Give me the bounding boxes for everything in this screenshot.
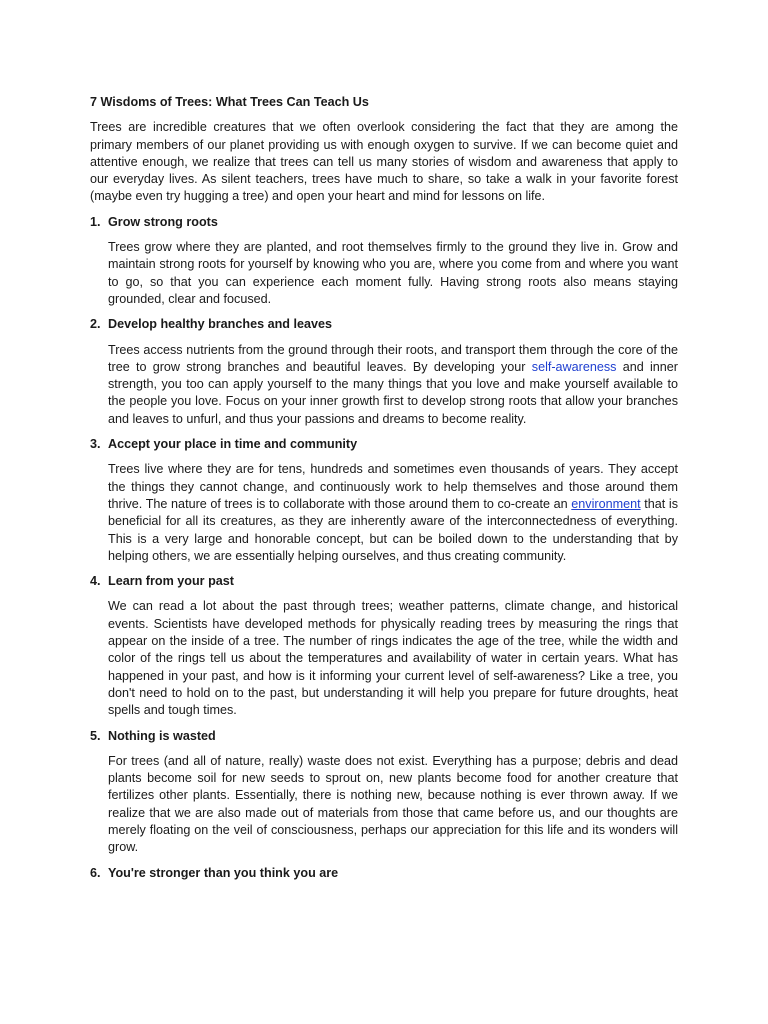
- section-body: We can read a lot about the past through trees; weather patterns, climate change, and historical events. Scientists have developed methods for physically reading trees by measuring the rings that appear on the inside of a tree. The number of rings indicates the age of the tree, while the width and color of the rings tell us about the temperatures and availability of water in certain years. What has happened in your past, and how is it informing your current level of self-awareness? Like a tree, you don't need to hold on to the past, but understanding it will help you prepare for future droughts, heat spells and tough times.: [108, 599, 678, 718]
- section-body: [108, 342, 678, 428]
- section-number: 4.: [90, 574, 101, 589]
- intro-paragraph: Trees are incredible creatures that we often overlook considering the fact that they are among the primary members of our planet providing us with enough oxygen to survive. If we can become quiet and attentive enough, we realize that trees can tell us many stories of wisdom and awareness that apply to our everyday lives. As silent teachers, trees have much to share, so take a walk in your favorite forest (maybe even try hugging a tree) and open your heart and mind for lessons on life.: [90, 120, 678, 204]
- body-text: Trees access nutrients from the ground through their roots, and transport them through the core of the tree to grow strong branches and beautiful leaves. By developing your: [108, 342, 678, 374]
- section-title: Grow strong roots: [108, 214, 218, 229]
- section-5: [90, 728, 678, 857]
- section-heading: [90, 316, 678, 333]
- self-awareness-link[interactable]: self-awareness: [531, 359, 617, 374]
- section-heading: [90, 436, 678, 453]
- section-4: [90, 573, 678, 719]
- section-1: [90, 214, 678, 308]
- section-number: 2.: [90, 317, 101, 332]
- section-number: 3.: [90, 437, 101, 452]
- section-heading: [90, 573, 678, 590]
- section-body: Trees grow where they are planted, and root themselves firmly to the ground they live in. Grow and maintain strong roots for yourself by knowing who you are, where you come from and where you want to go, so that you can experience each moment fully. Having strong roots also means staying grounded, clear and focused.: [108, 240, 678, 306]
- document-page: [90, 94, 678, 890]
- section-title: Accept your place in time and community: [108, 437, 358, 452]
- section-heading: [90, 865, 678, 882]
- section-heading: [90, 728, 678, 745]
- body-text: Trees live where they are for tens, hundreds and sometimes even thousands of years. They accept the things they cannot change, and continuously work to help themselves and those around them thrive. The nature of trees is to collaborate with those around them to co-create an: [108, 462, 678, 511]
- section-6: [90, 865, 678, 882]
- document-title: 7 Wisdoms of Trees: What Trees Can Teach Us: [90, 95, 369, 109]
- section-title: Nothing is wasted: [108, 728, 216, 743]
- section-body: For trees (and all of nature, really) waste does not exist. Everything has a purpose; debris and dead plants become soil for new seeds to sprout on, new plants become food for another creature that fertilizes other plants. Essentially, there is nothing new, because nothing is ever thrown away. If we realize that we are also made out of materials from those that came before us, and our thoughts are merely floating on the veil of consciousness, perhaps our appreciation for this life and its wonders will grow.: [108, 753, 678, 855]
- section-number: 5.: [90, 728, 101, 743]
- section-number: 6.: [90, 865, 101, 880]
- section-heading: [90, 214, 678, 231]
- section-title: Learn from your past: [108, 574, 234, 589]
- section-number: 1.: [90, 214, 101, 229]
- section-3: [90, 436, 678, 565]
- body-text: and inner strength, you too can apply yourself to the many things that you love and make yourself available to the people you love. Focus on your inner growth first to develop strong roots that allow your branches and leaves to unfurl, and thus your passions and dreams to become reality.: [108, 359, 678, 426]
- environment-link[interactable]: environment: [571, 496, 641, 511]
- section-2: [90, 316, 678, 428]
- section-title: You're stronger than you think you are: [108, 865, 339, 880]
- section-body: [108, 461, 678, 565]
- section-title: Develop healthy branches and leaves: [108, 317, 332, 332]
- body-text: that is beneficial for all its creatures, as they are inherently aware of the interconnectedness of everything. This is a very large and honorable concept, but can be boiled down to the understanding that by helping others, we are essentially helping ourselves, and thus creating community.: [108, 496, 679, 563]
